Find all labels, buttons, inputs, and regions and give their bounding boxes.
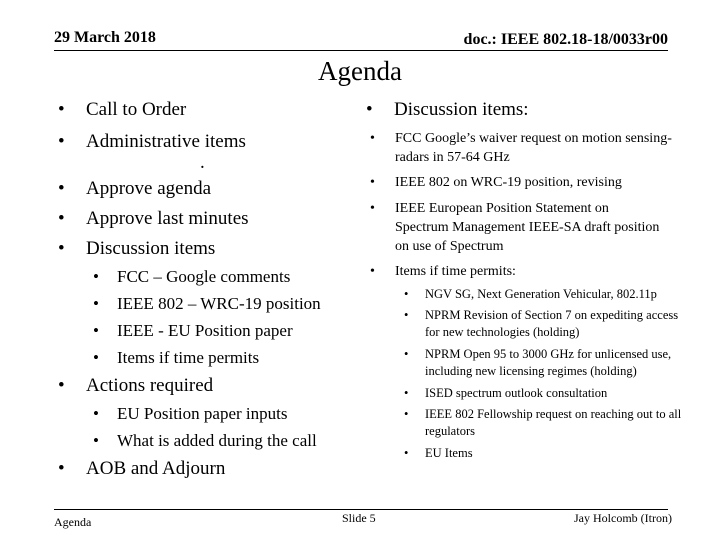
actions-sub-item: EU Position paper inputs bbox=[117, 404, 288, 423]
page-title: Agenda bbox=[318, 56, 402, 86]
bullet-icon: • bbox=[404, 386, 409, 400]
discussion-sub-item: IEEE - EU Position paper bbox=[117, 321, 293, 340]
bullet-icon: • bbox=[404, 308, 409, 322]
bullet-icon: • bbox=[370, 264, 375, 279]
bullet-icon: • bbox=[404, 446, 409, 460]
discussion-sub-item: FCC – Google comments bbox=[117, 267, 291, 286]
bullet-icon: • bbox=[370, 131, 375, 146]
bullet-icon: • bbox=[93, 321, 99, 340]
right-sub-item: NGV SG, Next Generation Vehicular, 802.11p bbox=[425, 287, 657, 301]
bullet-icon: • bbox=[93, 431, 99, 450]
left-item: Call to Order bbox=[86, 99, 187, 120]
left-item: Administrative items bbox=[86, 131, 246, 152]
discussion-sub-item: IEEE 802 – WRC-19 position bbox=[117, 294, 321, 313]
right-heading: Discussion items: bbox=[394, 99, 529, 120]
admin-dot: . bbox=[200, 152, 205, 173]
bullet-icon: • bbox=[370, 175, 375, 190]
bullet-icon: • bbox=[366, 99, 373, 120]
right-sub-item: ISED spectrum outlook consultation bbox=[425, 386, 608, 400]
footer-left: Agenda bbox=[54, 515, 92, 529]
bullet-icon: • bbox=[58, 208, 65, 229]
left-item: Approve agenda bbox=[86, 178, 212, 199]
bullet-icon: • bbox=[370, 201, 375, 216]
footer-rule bbox=[54, 509, 668, 510]
right-item: IEEE European Position Statement on Spectrum Management IEEE-SA draft position on use of Spectrum bbox=[395, 201, 660, 254]
header-doc-id: doc.: IEEE 802.18-18/0033r00 bbox=[463, 31, 668, 48]
left-item: Actions required bbox=[86, 375, 214, 396]
footer-slide-number: Slide 5 bbox=[342, 511, 376, 525]
bullet-icon: • bbox=[93, 294, 99, 313]
right-item: FCC Google’s waiver request on motion sensing-radars in 57-64 GHz bbox=[395, 131, 672, 165]
bullet-icon: • bbox=[93, 348, 99, 367]
bullet-icon: • bbox=[58, 178, 65, 199]
right-sub-item: NPRM Open 95 to 3000 GHz for unlicensed use, including new licensing regimes (holding) bbox=[425, 347, 672, 378]
bullet-icon: • bbox=[58, 458, 65, 479]
footer-author: Jay Holcomb (Itron) bbox=[574, 511, 672, 525]
header-date: 29 March 2018 bbox=[54, 29, 156, 46]
left-item: Approve last minutes bbox=[86, 208, 249, 229]
right-item: IEEE 802 on WRC-19 position, revising bbox=[395, 175, 622, 190]
bullet-icon: • bbox=[404, 407, 409, 421]
bullet-icon: • bbox=[93, 267, 99, 286]
header-rule bbox=[54, 50, 668, 51]
right-item: Items if time permits: bbox=[395, 264, 516, 279]
left-item: AOB and Adjourn bbox=[86, 458, 226, 479]
discussion-sub-item: Items if time permits bbox=[117, 348, 260, 367]
bullet-icon: • bbox=[404, 287, 409, 301]
actions-sub-item: What is added during the call bbox=[117, 431, 317, 450]
right-sub-item: IEEE 802 Fellowship request on reaching out to all regulators bbox=[425, 407, 682, 438]
bullet-icon: • bbox=[404, 347, 409, 361]
bullet-icon: • bbox=[58, 238, 65, 259]
bullet-icon: • bbox=[93, 404, 99, 423]
left-item: Discussion items bbox=[86, 238, 216, 259]
right-sub-item: NPRM Revision of Section 7 on expediting access for new technologies (holding) bbox=[425, 308, 679, 339]
bullet-icon: • bbox=[58, 375, 65, 396]
right-sub-item: EU Items bbox=[425, 446, 473, 460]
bullet-icon: • bbox=[58, 131, 65, 152]
bullet-icon: • bbox=[58, 99, 65, 120]
